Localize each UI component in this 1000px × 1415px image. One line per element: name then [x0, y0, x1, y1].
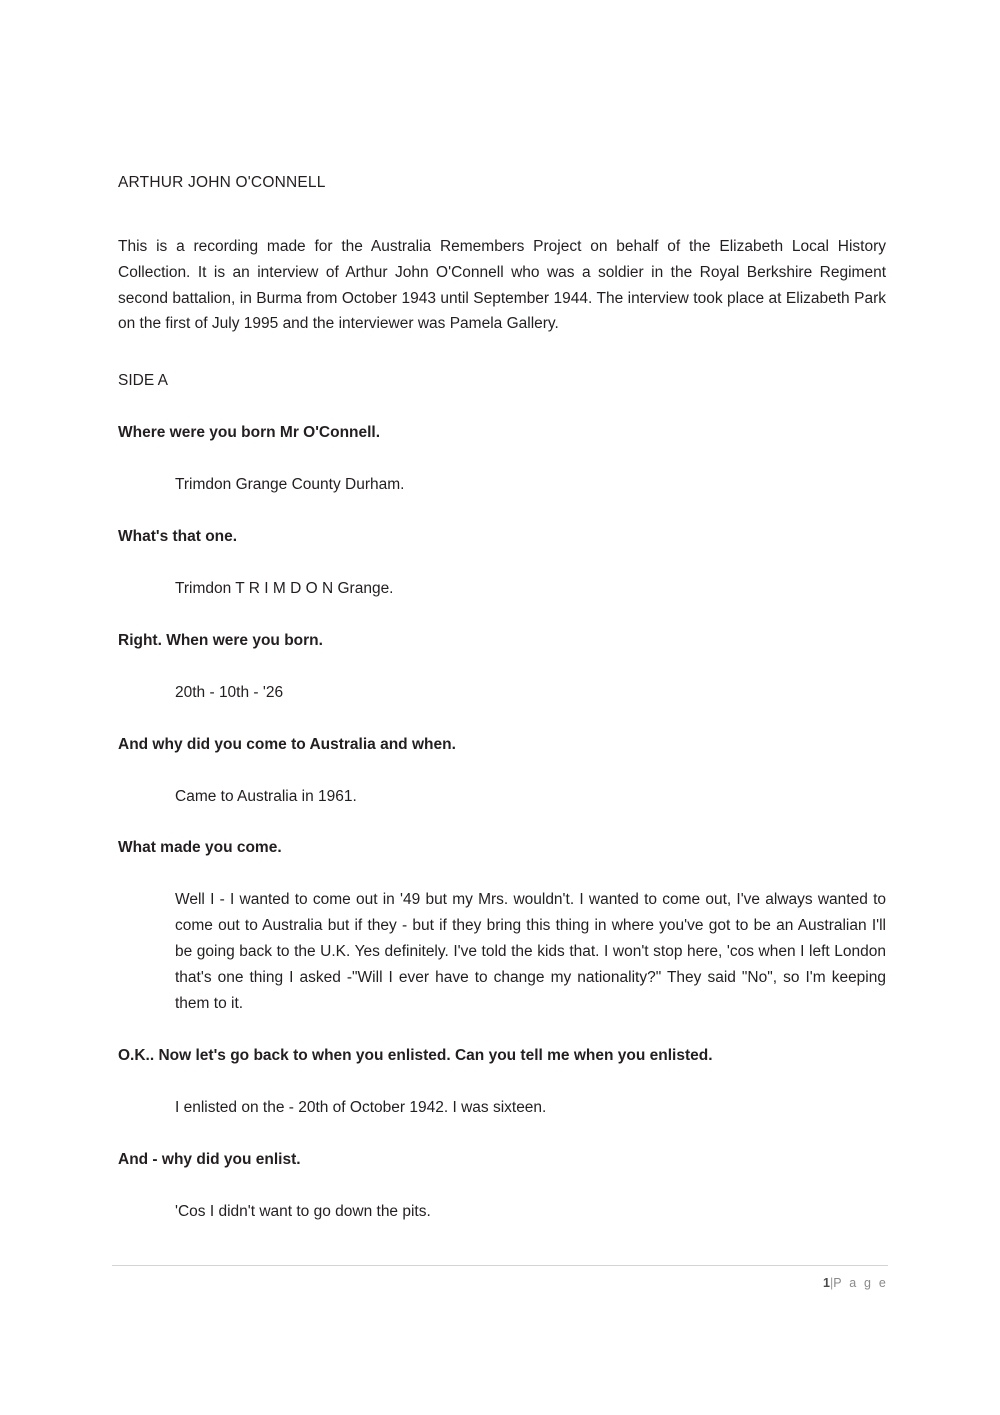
qa-exchange: [118, 1147, 886, 1225]
interview-question: And why did you come to Australia and when.: [118, 735, 456, 753]
side-label: SIDE A: [118, 372, 168, 390]
footer-page-word: P a g e: [833, 1276, 888, 1290]
interview-answer: 'Cos I didn't want to go down the pits.: [175, 1203, 431, 1221]
interview-question: Right. When were you born.: [118, 631, 323, 649]
footer-page-number: 1: [823, 1276, 830, 1290]
qa-exchange: [118, 628, 886, 706]
interview-answer: Came to Australia in 1961.: [175, 787, 357, 805]
interview-question: What's that one.: [118, 527, 238, 545]
page-title: ARTHUR JOHN O'CONNELL: [118, 174, 326, 191]
interview-answer: Trimdon T R I M D O N Grange.: [175, 579, 394, 597]
qa-exchange: [118, 835, 886, 1016]
footer-separator: |: [829, 1276, 834, 1290]
interview-answer: Trimdon Grange County Durham.: [175, 476, 405, 494]
interview-question: O.K.. Now let's go back to when you enlisted. Can you tell me when you enlisted.: [118, 1047, 713, 1065]
interview-answer: I enlisted on the - 20th of October 1942. I was sixteen.: [175, 1099, 547, 1117]
qa-exchange: [118, 420, 886, 498]
document-body: [118, 170, 886, 1251]
interview-question: Where were you born Mr O'Connell.: [118, 424, 381, 442]
qa-exchange: [118, 1043, 886, 1121]
introduction-paragraph: This is a recording made for the Australia Remembers Project on behalf of the Elizabeth Local History Collection. It is an interview of Arthur John O'Connell who was a soldier in the Royal Berkshire Regiment second battalion, in Burma from October 1943 until September 1944. The interview took place at Elizabeth Park on the first of July 1995 and the interviewer was Pamela Gallery.: [118, 238, 886, 333]
qa-exchange: [118, 524, 886, 602]
qa-exchange: [118, 732, 886, 810]
interview-answer: 20th - 10th - '26: [175, 683, 284, 701]
footer-page-marker: [112, 1275, 888, 1291]
page-footer: [112, 1265, 888, 1291]
interview-answer: Well I - I wanted to come out in '49 but my Mrs. wouldn't. I wanted to come out, I've always wanted to come out to Australia but if they - but if they bring this thing in where you've got to be an Australian I'll be going back to the U.K. Yes definitely. I've told the kids that. I won't stop here, 'cos when I left London that's one thing I asked -"Will I ever have to change my nationality?" They said "No", so I'm keeping them to it.: [175, 891, 886, 1012]
interview-question: And - why did you enlist.: [118, 1151, 301, 1169]
interview-question: What made you come.: [118, 839, 282, 857]
